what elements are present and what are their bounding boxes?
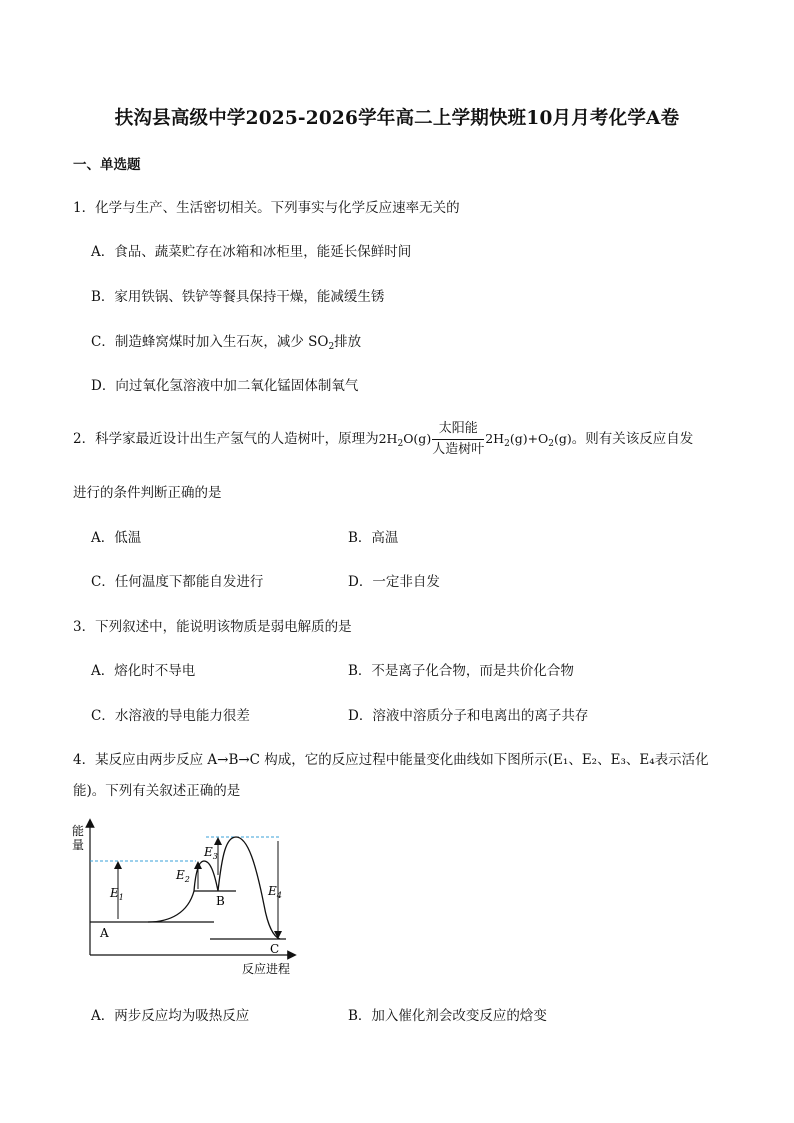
question-2-option-b: B．高温 xyxy=(348,530,399,546)
question-2-stem-line2: 进行的条件判断正确的是 xyxy=(73,485,222,501)
question-1-option-c xyxy=(91,330,361,352)
option-c-text: C．制造蜂窝煤时加入生石灰，减少 SO xyxy=(91,334,329,350)
e1-label: $E_1$ xyxy=(110,886,124,902)
equation-right: $2H_2(g)+O_2(g)$ xyxy=(485,431,572,449)
option-c-subscript: 2 xyxy=(328,342,335,352)
y-axis-label-2: 量 xyxy=(72,838,85,852)
question-3-option-b: B．不是离子化合物，而是共价化合物 xyxy=(348,663,574,679)
x-axis-label: 反应进程 xyxy=(242,962,291,976)
point-c-label: C xyxy=(270,942,280,956)
y-axis-label-1: 能 xyxy=(72,824,85,838)
question-2-stem xyxy=(73,420,693,459)
reaction-condition-top: 太阳能 xyxy=(432,420,484,440)
e4-label: $E_4$ xyxy=(268,884,282,900)
equation-left: $2H_2O(g)$ xyxy=(378,431,432,449)
question-4-stem: 4．某反应由两步反应 A→B→C 构成，它的反应过程中能量变化曲线如下图所示(E₁、E₂、E₃、E₄表示活化 xyxy=(73,752,709,768)
question-2-option-d: D．一定非自发 xyxy=(348,574,440,590)
e2-label: $E_2$ xyxy=(176,868,190,884)
question-4-option-b: B．加入催化剂会改变反应的焓变 xyxy=(348,1008,547,1024)
question-2-stem-text: 2．科学家最近设计出生产氢气的人造树叶，原理为 xyxy=(73,431,379,447)
section-heading: 一、单选题 xyxy=(73,157,141,173)
question-2-option-a: A．低温 xyxy=(91,530,142,546)
question-3-option-a: A．熔化时不导电 xyxy=(91,663,196,679)
question-4-stem-line2: 能)。下列有关叙述正确的是 xyxy=(73,783,241,799)
question-2-option-c: C．任何温度下都能自发进行 xyxy=(91,574,264,590)
question-2-stem-end: 。则有关该反应自发 xyxy=(571,431,694,447)
question-1-option-a: A．食品、蔬菜贮存在冰箱和冰柜里，能延长保鲜时间 xyxy=(91,244,412,260)
reaction-condition-bottom: 人造树叶 xyxy=(432,442,485,457)
point-b-label: B xyxy=(216,894,225,908)
energy-profile-diagram xyxy=(60,815,320,985)
option-c-suffix: 排放 xyxy=(334,334,362,350)
question-3-option-c: C．水溶液的导电能力很差 xyxy=(91,708,250,724)
reaction-arrow xyxy=(432,420,484,459)
question-3-option-d: D．溶液中溶质分子和电离出的离子共存 xyxy=(348,708,589,724)
page-title: 扶沟县高级中学2025-2026学年高二上学期快班10月月考化学A卷 xyxy=(114,108,680,129)
question-4-option-a: A．两步反应均为吸热反应 xyxy=(91,1008,250,1024)
question-3-stem: 3．下列叙述中，能说明该物质是弱电解质的是 xyxy=(73,619,352,635)
point-a-label: A xyxy=(100,926,109,940)
e3-label: $E_3$ xyxy=(204,845,218,861)
question-1-option-d: D．向过氧化氢溶液中加二氧化锰固体制氧气 xyxy=(91,378,359,394)
question-1-stem: 1．化学与生产、生活密切相关。下列事实与化学反应速率无关的 xyxy=(73,200,460,216)
question-1-option-b: B．家用铁锅、铁铲等餐具保持干燥，能减缓生锈 xyxy=(91,289,385,305)
